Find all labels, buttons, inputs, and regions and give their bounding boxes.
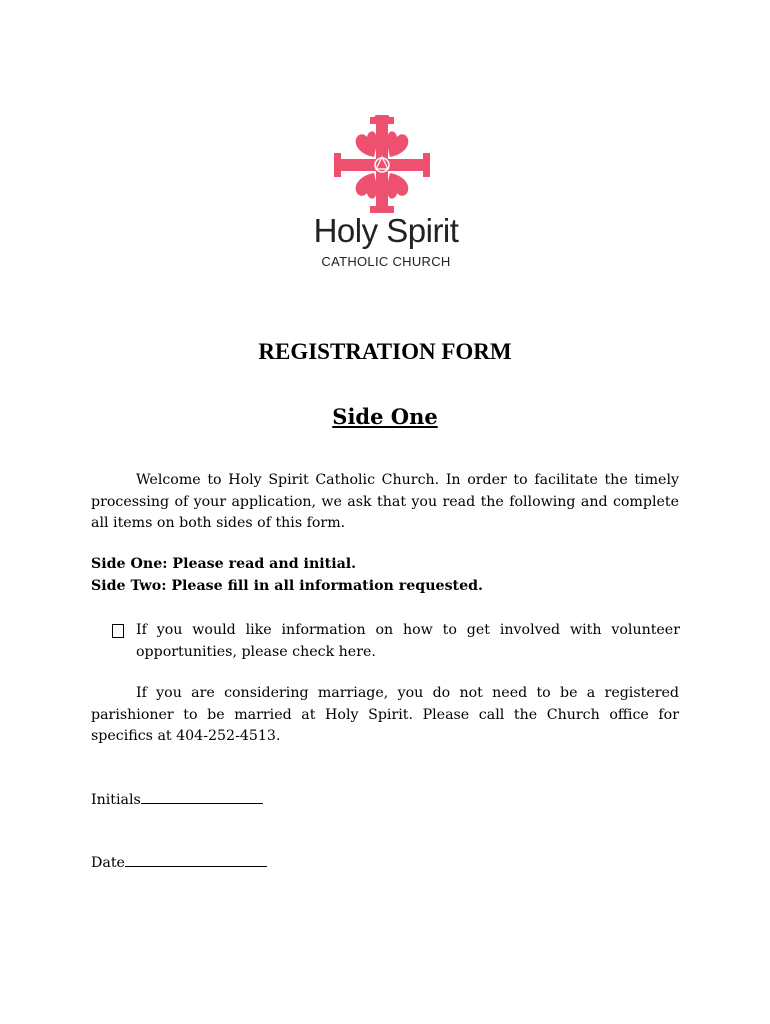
side-one-instruction: Side One: Please read and initial. bbox=[91, 556, 357, 572]
volunteer-option bbox=[112, 620, 680, 663]
volunteer-checkbox[interactable] bbox=[112, 624, 124, 638]
date-label: Date bbox=[91, 855, 125, 871]
church-subtitle: CATHOLIC CHURCH bbox=[321, 254, 451, 269]
cross-emblem-icon bbox=[332, 115, 432, 215]
date-field bbox=[91, 852, 267, 875]
form-title: REGISTRATION FORM bbox=[258, 339, 512, 364]
date-input-line[interactable] bbox=[125, 852, 267, 867]
marriage-paragraph: If you are considering marriage, you do not need to be a registered parishioner to be married at Holy Spirit. Please call the Church office for specifics at 404-252-4513. bbox=[91, 685, 679, 744]
welcome-paragraph: Welcome to Holy Spirit Catholic Church. In order to facilitate the timely processing of your application, we ask that you read the following and complete all items on both sides of this form. bbox=[91, 472, 679, 531]
initials-field bbox=[91, 789, 263, 812]
church-name: Holy Spirit bbox=[313, 212, 459, 249]
side-two-instruction: Side Two: Please fill in all information requested. bbox=[91, 577, 483, 594]
initials-input-line[interactable] bbox=[141, 789, 263, 804]
side-heading: Side One bbox=[332, 404, 438, 429]
church-logo bbox=[300, 115, 472, 275]
initials-label: Initials bbox=[91, 792, 141, 808]
volunteer-checkbox-label: If you would like information on how to get involved with volunteer opportunities, please check here. bbox=[136, 622, 680, 660]
side-instructions bbox=[91, 554, 483, 597]
